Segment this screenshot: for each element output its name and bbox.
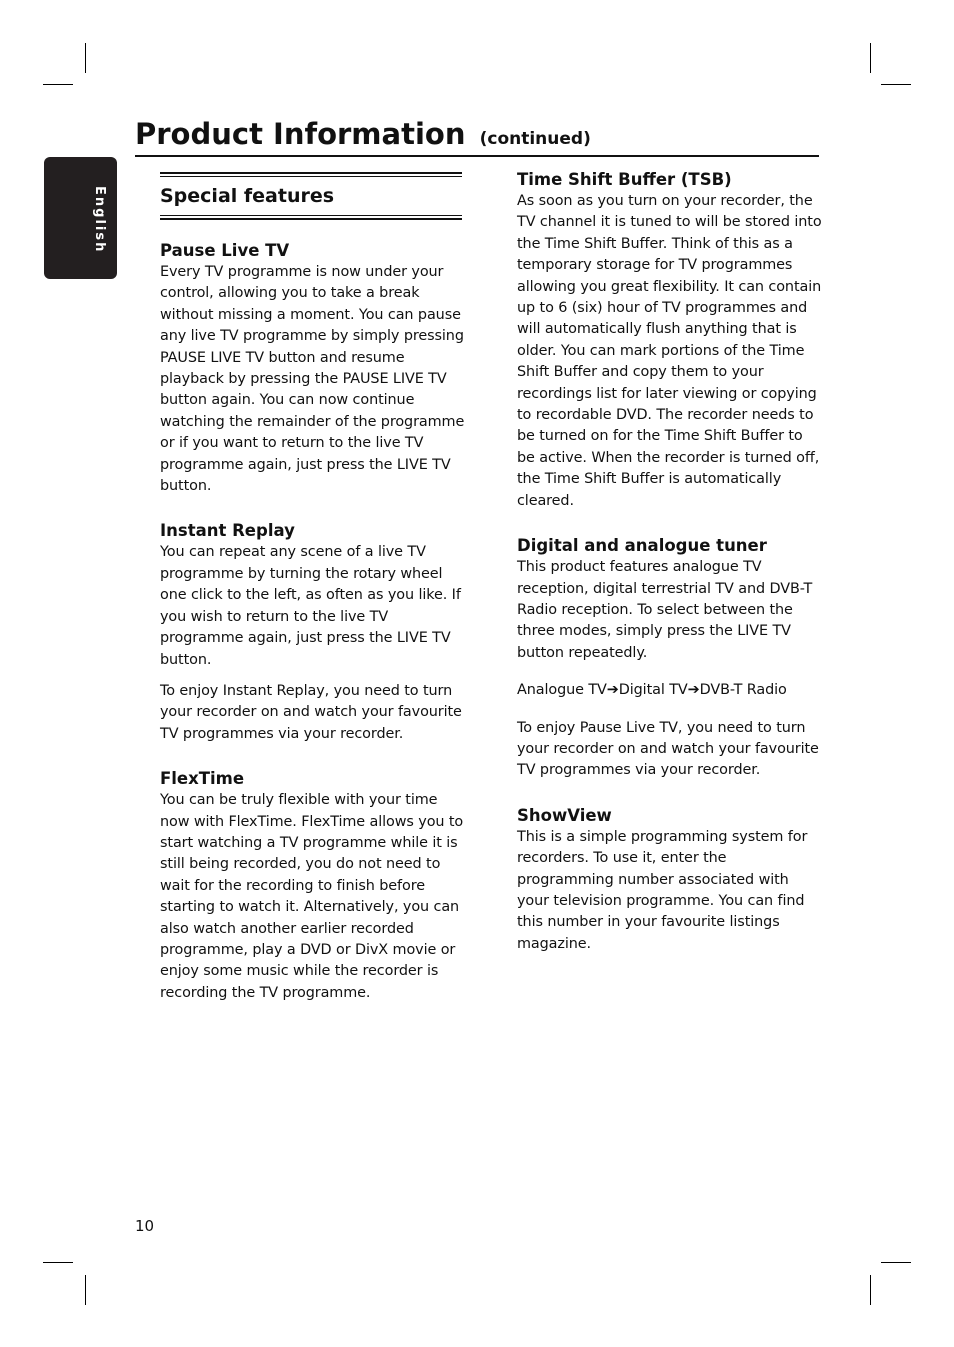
crop-mark — [881, 84, 911, 85]
flextime-text: You can be truly flexible with your time now with FlexTime. FlexTime allows you to start watching a TV programme while it is still being recorded, you do not need to wait for the recording to finish before starting to watch it. Alternatively, you can also watch another earlier recorded programme, play a DVD or DivX movie or enjoy some music while the recorder is recording the TV programme. — [160, 792, 464, 1001]
instant-replay-heading: Instant Replay — [160, 521, 295, 541]
left-column — [160, 240, 465, 1004]
section-rule-bottom — [160, 215, 462, 220]
section-header — [160, 172, 462, 220]
instant-replay-text: You can repeat any scene of a live TV programme by turning the rotary wheel one click to the left, as often as you like. If you wish to return to the live TV programme again, just press the LIVE TV button. — [160, 544, 461, 668]
pause-live-tv-text: Every TV programme is now under your control, allowing you to take a break without missing a moment. You can pause any live TV programme by simply pressing PAUSE LIVE TV button and resume playback by pressing the PAUSE LIVE TV button again. You can now continue watching the remainder of the programme or if you want to return to the live TV programme again, just press the LIVE TV button. — [160, 264, 465, 495]
crop-mark — [85, 1275, 86, 1305]
tsb-heading: Time Shift Buffer (TSB) — [517, 170, 732, 189]
section-title: Special features — [160, 185, 335, 207]
crop-mark — [870, 43, 871, 73]
title-divider — [135, 155, 819, 157]
tuner-sequence: Analogue TV➔Digital TV➔DVB-T Radio — [517, 682, 787, 699]
instant-replay-note: To enjoy Instant Replay, you need to turn your recorder on and watch your favourite TV programmes via your recorder. — [160, 682, 462, 742]
showview-heading: ShowView — [517, 805, 612, 825]
tuner-note: To enjoy Pause Live TV, you need to turn your recorder on and watch your favourite TV programmes via your recorder. — [517, 719, 819, 779]
crop-mark — [870, 1275, 871, 1305]
tuner-heading: Digital and analogue tuner — [517, 536, 767, 556]
crop-mark — [43, 1262, 73, 1263]
showview-text: This is a simple programming system for recorders. To use it, enter the programming number associated with your television programme. You can find this number in your favourite listings magazine. — [517, 828, 808, 952]
page-number: 10 — [135, 1217, 155, 1235]
tuner-text: This product features analogue TV reception, digital terrestrial TV and DVB-T Radio reception. To select between the three modes, simply press the LIVE TV button repeatedly. — [517, 559, 813, 661]
crop-mark — [43, 84, 73, 85]
crop-mark — [85, 43, 86, 73]
right-column — [517, 169, 822, 955]
tsb-text: As soon as you turn on your recorder, the TV channel it is tuned to will be stored into the Time Shift Buffer. Think of this as a temporary storage for TV programmes allowing you great flexibility. It can contain up to 6 (six) hour of TV programmes and will automatically flush anything that is older. You can mark portions of the Time Shift Buffer and copy them to your recordings list for later viewing or copying to recordable DVD. The recorder needs to be turned on for the Time Shift Buffer to be active. When the recorder is turned off, the Time Shift Buffer is automatically cleared. — [517, 193, 822, 509]
language-tab-label: English — [92, 186, 107, 254]
pause-live-tv-heading: Pause Live TV — [160, 241, 290, 260]
crop-mark — [881, 1262, 911, 1263]
continued-label: (continued) — [479, 129, 591, 149]
flextime-heading: FlexTime — [160, 769, 245, 789]
page-title-text: Product Information — [135, 117, 466, 151]
page-title — [135, 114, 819, 159]
